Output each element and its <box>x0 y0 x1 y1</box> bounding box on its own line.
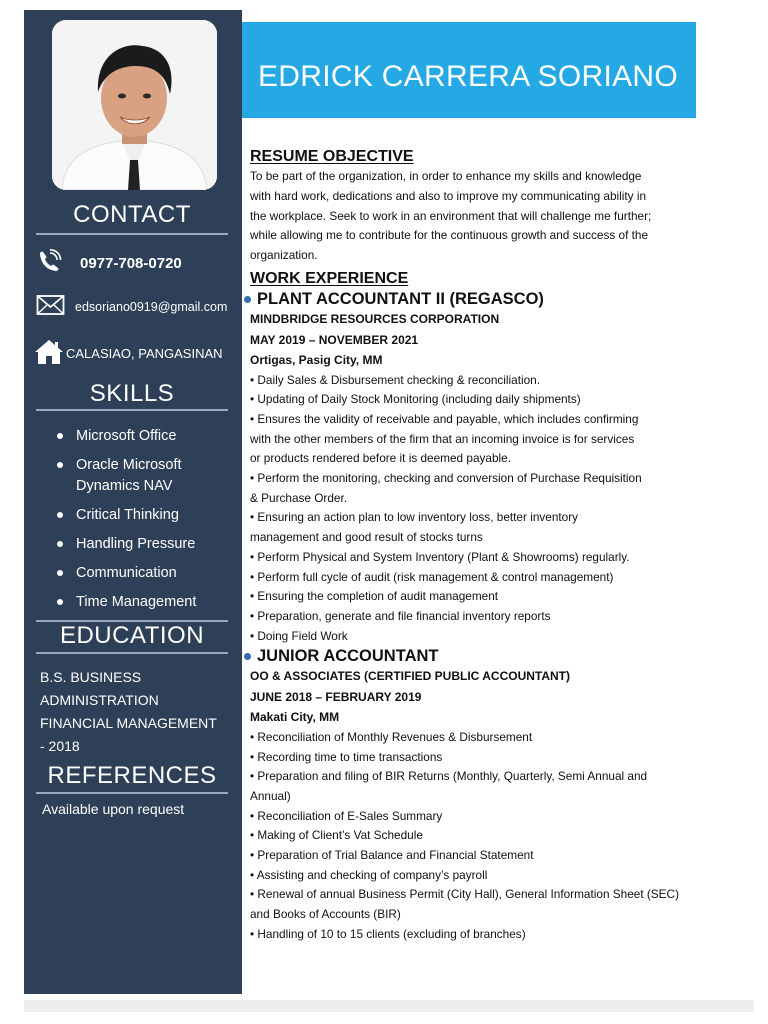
education-heading: EDUCATION <box>59 622 205 649</box>
education-line: B.S. BUSINESS <box>40 669 142 685</box>
job-title <box>244 290 730 309</box>
skill-item: Critical Thinking <box>46 505 246 526</box>
job-title-text: PLANT ACCOUNTANT II (REGASCO) <box>257 290 544 308</box>
duty-line: • Renewal of annual Business Permit (City Hall), General Information Sheet (SEC) <box>250 887 679 902</box>
resume-name: EDRICK CARRERA SORIANO <box>258 60 679 93</box>
job-dates: JUNE 2018 – FEBRUARY 2019 <box>250 689 422 704</box>
skill-item: Communication <box>46 563 246 584</box>
job-duties <box>250 371 730 647</box>
phone-number: 0977-708-0720 <box>80 254 182 272</box>
duty-line: Annual) <box>250 788 291 803</box>
skill-item: Oracle Microsoft Dynamics NAV <box>46 455 246 497</box>
bullet-dot-icon <box>244 296 251 303</box>
references-heading: REFERENCES <box>47 762 217 789</box>
duty-line: • Ensuring the completion of audit management <box>250 589 499 604</box>
job-duties <box>250 728 730 945</box>
duty-line: management and good result of stocks turns <box>250 530 483 545</box>
job-title-text: JUNIOR ACCOUNTANT <box>257 647 439 666</box>
education-details <box>40 666 236 758</box>
duty-line: & Purchase Order. <box>250 490 348 505</box>
divider <box>36 409 228 411</box>
email-address: edsoriano0919@gmail.com <box>75 299 228 314</box>
duty-line: • Perform Physical and System Inventory (Plant & Showrooms) regularly. <box>250 549 630 564</box>
company-name: OO & ASSOCIATES (CERTIFIED PUBLIC ACCOUNTANT) <box>250 669 570 684</box>
duty-line: with the other members of the firm that an incoming invoice is for services <box>250 431 635 446</box>
work-experience-title: WORK EXPERIENCE <box>250 270 409 287</box>
duty-line: • Making of Client’s Vat Schedule <box>250 828 423 843</box>
objective-line: To be part of the organization, in order to enhance my skills and knowledge <box>250 169 642 183</box>
objective-line: organization. <box>250 248 318 263</box>
objective-line: while allowing me to contribute for the continuous growth and success of the <box>250 228 649 243</box>
address-row <box>34 339 223 368</box>
duty-line: • Updating of Daily Stock Monitoring (including daily shipments) <box>250 392 581 407</box>
phone-icon <box>36 249 64 277</box>
duty-line: • Perform the monitoring, checking and conversion of Purchase Requisition <box>250 471 642 486</box>
job-location: Makati City, MM <box>250 710 340 725</box>
references-text: Available upon request <box>42 801 185 817</box>
duty-line: • Perform full cycle of audit (risk management & control management) <box>250 569 614 584</box>
duty-line: • Recording time to time transactions <box>250 749 443 764</box>
objective-text <box>250 167 730 266</box>
education-line: - 2018 <box>40 738 80 754</box>
duty-line: • Daily Sales & Disbursement checking & reconciliation. <box>250 372 541 387</box>
objective-section <box>250 148 730 266</box>
contact-heading: CONTACT <box>73 201 191 228</box>
divider <box>36 233 228 235</box>
divider <box>36 652 228 654</box>
skill-item: Handling Pressure <box>46 534 246 555</box>
duty-line: • Preparation, generate and file financial inventory reports <box>250 608 551 623</box>
duty-line: • Ensures the validity of receivable and payable, which includes confirming <box>250 411 639 426</box>
education-line: ADMINISTRATION <box>40 692 159 708</box>
education-line: FINANCIAL MANAGEMENT <box>40 715 217 731</box>
divider <box>36 792 228 794</box>
home-icon <box>34 339 64 368</box>
skills-heading: SKILLS <box>89 380 175 407</box>
objective-line: with hard work, dedications and also to improve my communicating ability in <box>250 188 647 203</box>
duty-line: • Reconciliation of Monthly Revenues & Disbursement <box>250 729 533 744</box>
company-name: MINDBRIDGE RESOURCES CORPORATION <box>250 312 500 326</box>
skill-item: Microsoft Office <box>46 426 246 447</box>
bullet-dot-icon <box>244 653 251 660</box>
duty-line: • Ensuring an action plan to low inventory loss, better inventory <box>250 510 579 525</box>
objective-title: RESUME OBJECTIVE <box>250 148 414 165</box>
skills-list <box>46 426 246 621</box>
address: CALASIAO, PANGASINAN <box>66 346 223 361</box>
duty-line: • Assisting and checking of company’s payroll <box>250 867 488 882</box>
job-title <box>244 647 730 666</box>
footer-bar <box>24 1000 754 1012</box>
skill-item: Time Management <box>46 592 246 613</box>
email-row[interactable] <box>36 294 227 319</box>
profile-photo <box>52 20 217 190</box>
duty-line: • Handling of 10 to 15 clients (excluding of branches) <box>250 926 526 941</box>
duty-line: or products rendered before it is deemed payable. <box>250 451 512 466</box>
duty-line: • Reconciliation of E-Sales Summary <box>250 808 443 823</box>
envelope-icon <box>36 294 66 319</box>
work-experience-section <box>250 270 730 945</box>
duty-line: • Doing Field Work <box>250 628 348 643</box>
job-location: Ortigas, Pasig City, MM <box>250 353 383 367</box>
objective-line: the workplace. Seek to work in an environment that will challenge me further; <box>250 208 652 223</box>
job-dates: MAY 2019 – NOVEMBER 2021 <box>250 332 419 347</box>
duty-line: • Preparation and filing of BIR Returns (Monthly, Quarterly, Semi Annual and <box>250 769 648 784</box>
duty-line: and Books of Accounts (BIR) <box>250 907 401 922</box>
phone-row[interactable] <box>36 249 182 277</box>
duty-line: • Preparation of Trial Balance and Financial Statement <box>250 848 534 863</box>
